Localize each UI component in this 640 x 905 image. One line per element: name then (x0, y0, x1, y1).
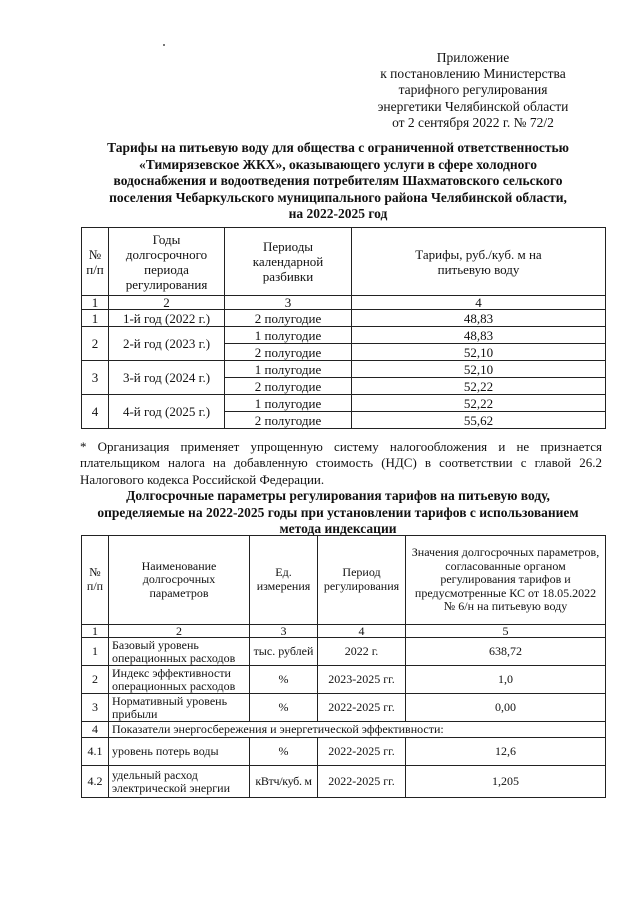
row-tariff: 52,22 (352, 378, 606, 395)
table-row (82, 738, 606, 766)
row-period: 2 полугодие (225, 344, 352, 361)
col-number: 1 (82, 296, 109, 310)
row-period: 1 полугодие (225, 327, 352, 344)
row-parameter: уровень потерь воды (109, 738, 250, 766)
col-number: 3 (250, 625, 318, 638)
appendix-line: к постановлению Министерства (380, 66, 566, 82)
row-num: 1 (82, 310, 109, 327)
header-num: № п/п (82, 228, 109, 296)
row-parameter: удельный расход электрической энергии (109, 766, 250, 798)
row-period: 2 полугодие (225, 310, 352, 327)
table-row (82, 694, 606, 722)
row-period: 2022-2025 гг. (318, 738, 406, 766)
section-row (82, 722, 606, 738)
title-line: Долгосрочные параметры регулирования тарифов на питьевую воду, (126, 488, 550, 503)
row-num: 4 (82, 395, 109, 429)
row-value: 1,0 (406, 666, 606, 694)
column-number-row (82, 296, 606, 310)
title-line: Тарифы на питьевую воду для общества с ограниченной ответственностью (107, 140, 569, 155)
tariffs-title (78, 140, 598, 223)
col-number: 2 (109, 296, 225, 310)
row-num: 1 (82, 638, 109, 666)
row-year: 1-й год (2022 г.) (109, 310, 225, 327)
tariffs-table (81, 227, 606, 429)
table-header-row (82, 536, 606, 625)
table-row (82, 395, 606, 412)
row-value: 0,00 (406, 694, 606, 722)
row-period: 2022 г. (318, 638, 406, 666)
row-period: 2022-2025 гг. (318, 694, 406, 722)
header-periods: Периоды календарной разбивки (225, 228, 352, 296)
header-tariffs: Тарифы, руб./куб. м на питьевую воду (352, 228, 606, 296)
row-num: 4.2 (82, 766, 109, 798)
title-line: «Тимирязевское ЖКХ», оказывающего услуги в сфере холодного (139, 156, 537, 172)
row-unit: % (250, 694, 318, 722)
col-number: 2 (109, 625, 250, 638)
title-line: водоснабжения и водоотведения потребителям Шахматовского сельского (113, 173, 563, 189)
col-number: 5 (406, 625, 606, 638)
table-row (82, 766, 606, 798)
col-number: 4 (352, 296, 606, 310)
table-row (82, 666, 606, 694)
row-num: 4 (82, 722, 109, 738)
row-num: 3 (82, 361, 109, 395)
header-value: Значения долгосрочных параметров, согласованные органом регулирования тарифов и предусмотренные КС от 18.05.2022 № 6/н на питьевую воду (406, 536, 606, 625)
row-period: 2022-2025 гг. (318, 766, 406, 798)
row-value: 12,6 (406, 738, 606, 766)
parameters-table (81, 535, 606, 798)
appendix-line: Приложение (436, 50, 510, 65)
row-value: 638,72 (406, 638, 606, 666)
title-line: определяемые на 2022-2025 годы при установлении тарифов с использованием (97, 504, 579, 520)
row-unit: % (250, 666, 318, 694)
row-num: 3 (82, 694, 109, 722)
header-period: Период регулирования (318, 536, 406, 625)
row-unit: тыс. рублей (250, 638, 318, 666)
row-year: 4-й год (2025 г.) (109, 395, 225, 429)
row-parameter: Базовый уровень операционных расходов (109, 638, 250, 666)
row-num: 4.1 (82, 738, 109, 766)
column-number-row (82, 625, 606, 638)
header-years: Годы долгосрочного периода регулирования (109, 228, 225, 296)
col-number: 1 (82, 625, 109, 638)
appendix-line: энергетики Челябинской области (377, 98, 569, 114)
title-line: метода индексации (279, 521, 397, 537)
row-year: 2-й год (2023 г.) (109, 327, 225, 361)
row-parameter: Индекс эффективности операционных расходов (109, 666, 250, 694)
col-number: 4 (318, 625, 406, 638)
table-row (82, 327, 606, 344)
title-line: на 2022-2025 год (288, 206, 388, 222)
section-title: Показатели энергосбережения и энергетической эффективности: (109, 722, 606, 738)
col-number: 3 (225, 296, 352, 310)
row-tariff: 55,62 (352, 412, 606, 429)
row-period: 1 полугодие (225, 395, 352, 412)
table-header-row (82, 228, 606, 296)
parameters-title (78, 488, 598, 538)
row-period: 2023-2025 гг. (318, 666, 406, 694)
row-period: 2 полугодие (225, 378, 352, 395)
row-period: 1 полугодие (225, 361, 352, 378)
title-line: поселения Чебаркульского муниципального района Челябинской области, (109, 189, 567, 205)
header-num: № п/п (82, 536, 109, 625)
row-year: 3-й год (2024 г.) (109, 361, 225, 395)
header-name: Наименование долгосрочных параметров (109, 536, 250, 625)
row-unit: кВтч/куб. м (250, 766, 318, 798)
row-parameter: Нормативный уровень прибыли (109, 694, 250, 722)
table-row (82, 361, 606, 378)
row-unit: % (250, 738, 318, 766)
scan-dot (163, 44, 165, 46)
appendix-line: от 2 сентября 2022 г. № 72/2 (392, 114, 554, 130)
row-num: 2 (82, 666, 109, 694)
row-num: 2 (82, 327, 109, 361)
appendix-block (358, 50, 588, 131)
row-period: 2 полугодие (225, 412, 352, 429)
row-value: 1,205 (406, 766, 606, 798)
appendix-line: тарифного регулирования (398, 82, 548, 98)
table-row (82, 638, 606, 666)
table-row (82, 310, 606, 327)
row-tariff: 52,10 (352, 344, 606, 361)
row-tariff: 52,10 (352, 361, 606, 378)
row-tariff: 52,22 (352, 395, 606, 412)
row-tariff: 48,83 (352, 327, 606, 344)
row-tariff: 48,83 (352, 310, 606, 327)
tax-note: * Организация применяет упрощенную систему налогообложения и не признается плательщиком налога на добавленную стоимость (НДС) в соответствии с главой 26.2 Налогового кодекса Российской Федерации. (80, 439, 602, 487)
header-unit: Ед. измерения (250, 536, 318, 625)
